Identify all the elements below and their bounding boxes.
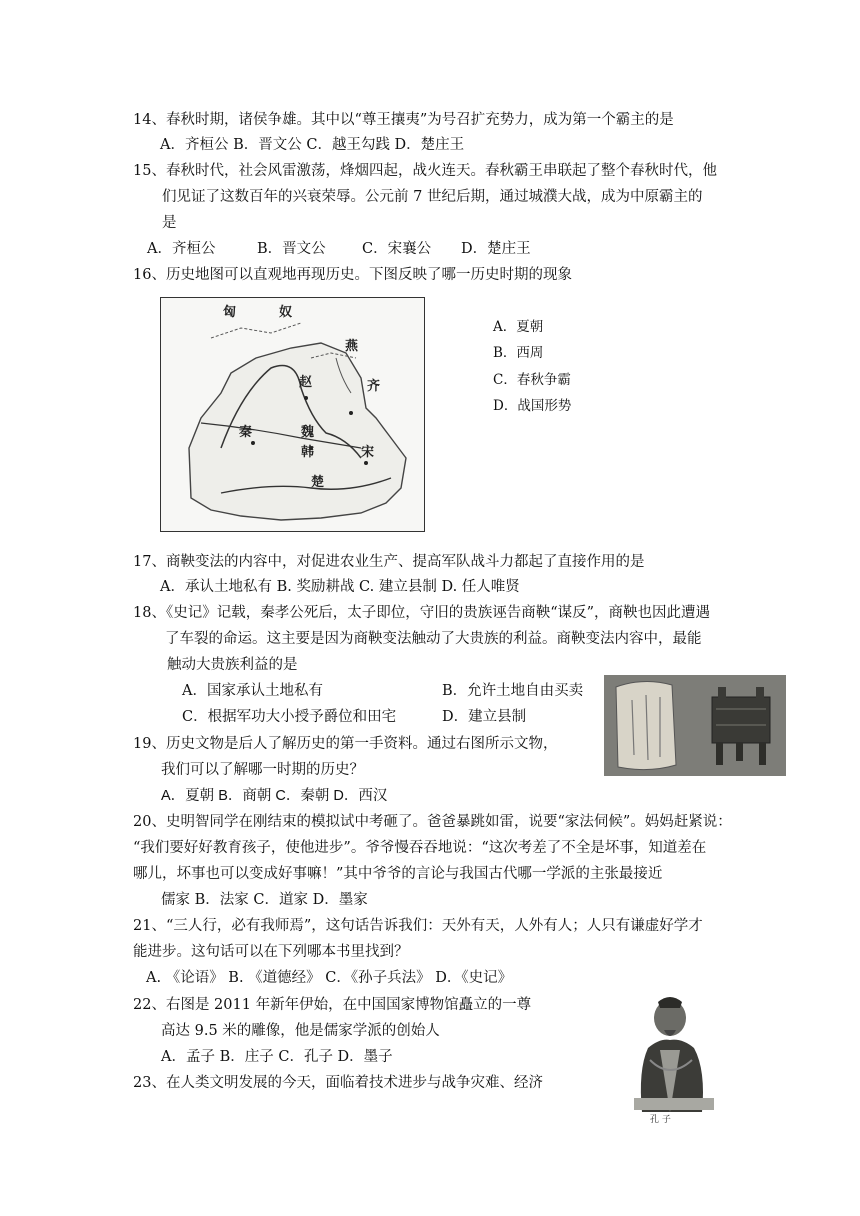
- q15-stem-line3: 是: [162, 215, 177, 231]
- q16-option-a: A．夏朝: [493, 319, 544, 335]
- q23-stem: 23、在人类文明发展的今天，面临着技术进步与战争灾难、经济: [133, 1075, 543, 1091]
- map-label-yan: 燕: [345, 339, 359, 354]
- relics-photo: [604, 675, 786, 776]
- q21-options: A. 《论语》 B. 《道德经》 C．《孙子兵法》 D．《史记》: [146, 970, 513, 986]
- q17-options: A．承认土地私有 B. 奖励耕战 C. 建立县制 D. 任人唯贤: [160, 579, 520, 595]
- q16-option-b: B．西周: [493, 345, 544, 361]
- q15-option-d: D．楚庄王: [461, 241, 531, 257]
- confucius-figure-icon: [634, 997, 714, 1112]
- map-label-han: 韩: [301, 445, 315, 460]
- q20-stem-line2: “我们要好好教育孩子，使他进步”。爷爷慢吞吞地说：“这次考差了不全是坏事，知道差在: [133, 840, 707, 856]
- q20-stem-line3: 哪儿，坏事也可以变成好事嘛！”其中爷爷的言论与我国古代哪一学派的主张最接近: [133, 866, 663, 882]
- ding-vessel-icon: [712, 687, 770, 765]
- q18-option-b: B．允许土地自由买卖: [442, 683, 584, 699]
- q22-stem-line1: 22、右图是 2011 年新年伊始，在中国国家博物馆矗立的一尊: [133, 997, 532, 1013]
- q14-stem: 14、春秋时期，诸侯争雄。其中以“尊王攘夷”为号召扩充势力，成为第一个霸主的是: [133, 112, 674, 128]
- map-label-qi: 齐: [367, 379, 381, 394]
- q17-stem: 17、商鞅变法的内容中，对促进农业生产、提高军队战斗力都起了直接作用的是: [133, 554, 645, 570]
- q18-option-a: A．国家承认土地私有: [182, 683, 323, 699]
- q20-stem-line1: 20、史明智同学在刚结束的模拟试中考砸了。爸爸暴跳如雷，说要“家法伺候”。妈妈赶紧说：: [133, 814, 732, 830]
- q18-stem-line3: 触动大贵族利益的是: [167, 657, 298, 673]
- q16-option-c: C．春秋争霸: [493, 372, 571, 388]
- map-label-qin: 秦: [239, 425, 253, 440]
- q18-stem-line1: 18、《史记》记载，秦孝公死后，太子即位，守旧的贵族诬告商鞅“谋反”，商鞅也因此遭遇: [133, 605, 711, 621]
- map-label-xiongnu-2: 奴: [279, 305, 293, 320]
- oracle-bone-icon: [616, 681, 676, 769]
- q19-stem-line2: 我们可以了解哪一时期的历史？: [161, 762, 364, 778]
- q19-options: A．夏朝 B．商朝 C．秦朝 D．西汉: [161, 788, 388, 804]
- map-label-wei: 魏: [301, 425, 315, 440]
- q20-options: 儒家 B．法家 C．道家 D．墨家: [161, 892, 368, 908]
- q15-option-b: B．晋文公: [257, 241, 326, 257]
- q21-stem-line2: 能进步。这句话可以在下列哪本书里找到？: [133, 944, 409, 960]
- q14-options: A．齐桓公 B．晋文公 C．越王勾践 D．楚庄王: [160, 137, 465, 153]
- q18-stem-line2: 了车裂的命运。这主要是因为商鞅变法触动了大贵族的利益。商鞅变法内容中，最能: [165, 631, 702, 647]
- map-label-xiongnu-1: 匈: [223, 305, 237, 320]
- map-label-zhao: 赵: [299, 375, 313, 390]
- confucius-portrait: [620, 990, 728, 1125]
- q15-option-a: A．齐桓公: [147, 241, 216, 257]
- q21-stem-line1: 21、“三人行，必有我师焉”，这句话告诉我们：天外有天，人外有人；人只有谦虚好学才: [133, 918, 703, 934]
- q15-stem-line1: 15、春秋时代，社会风雷激荡，烽烟四起，战火连天。春秋霸王串联起了整个春秋时代，他: [133, 163, 717, 179]
- q22-stem-line2: 高达 9.5 米的雕像，他是儒家学派的创始人: [161, 1023, 440, 1039]
- q18-option-d: D．建立县制: [442, 709, 527, 725]
- q18-option-c: C．根据军功大小授予爵位和田宅: [182, 709, 397, 725]
- map-label-chu: 楚: [311, 475, 325, 490]
- q22-options: A．孟子 B．庄子 C．孔子 D．墨子: [161, 1049, 393, 1065]
- q16-stem: 16、历史地图可以直观地再现历史。下图反映了哪一历史时期的现象: [133, 267, 572, 283]
- q15-stem-line2: 们见证了这数百年的兴衰荣辱。公元前 7 世纪后期，通过城濮大战，成为中原霸主的: [162, 189, 703, 205]
- portrait-caption: 孔 子: [650, 1115, 671, 1125]
- q15-option-c: C．宋襄公: [362, 241, 432, 257]
- map-label-song: 宋: [361, 445, 375, 460]
- warring-states-map: [160, 297, 425, 532]
- q19-stem-line1: 19、历史文物是后人了解历史的第一手资料。通过右图所示文物，: [133, 736, 558, 752]
- q16-option-d: D．战国形势: [493, 398, 572, 414]
